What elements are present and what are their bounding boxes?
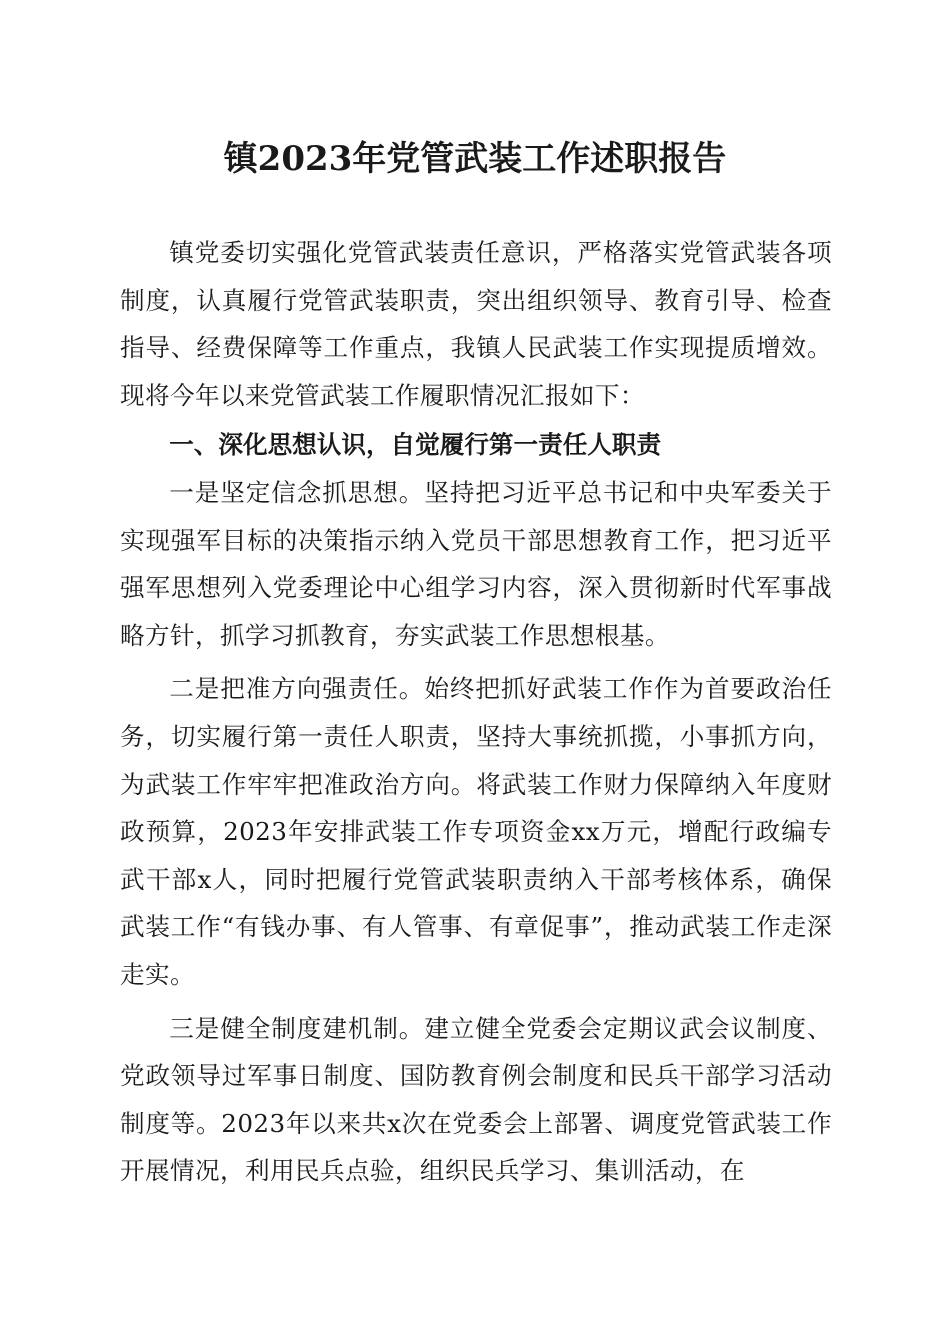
- paragraph-text: 坚持把习近平总书记和中央军委关于实现强军目标的决策指示纳入党员干部思想教育工作，把习近平强军思想列入党委理论中心组学习内容，深入贯彻新时代军事战略方针，抓学习抓教育，夯实武装工作思想根基。: [120, 477, 832, 650]
- paragraph-item-1: [120, 469, 832, 659]
- document-body: [120, 229, 832, 1195]
- document-title: 镇2023年党管武装工作述职报告: [223, 139, 727, 179]
- paragraph-item-3: [120, 1005, 832, 1195]
- paragraph-text: 建立健全党委会定期议武会议制度、党政领导过军事日制度、国防教育例会制度和民兵干部学习活动制度等。2023年以来共x次在党委会上部署、调度党管武装工作开展情况，利用民兵点验，组织民兵学习、集训活动，在: [120, 1013, 832, 1186]
- paragraph-lead: 三是健全制度建机制。: [169, 1013, 425, 1043]
- paragraph-item-2: [120, 665, 832, 998]
- paragraph-lead: 一是坚定信念抓思想。: [169, 477, 425, 507]
- section-heading: 一、深化思想认识，自觉履行第一责任人职责: [169, 430, 662, 460]
- intro-paragraph: 镇党委切实强化党管武装责任意识，严格落实党管武装各项制度，认真履行党管武装职责，突出组织领导、教育引导、检查指导、经费保障等工作重点，我镇人民武装工作实现提质增效。现将今年以来党管武装工作履职情况汇报如下：: [120, 238, 832, 410]
- paragraph-lead: 二是把准方向强责任。: [169, 674, 425, 704]
- paragraph-text: 始终把抓好武装工作作为首要政治任务，切实履行第一责任人职责，坚持大事统抓揽，小事抓方向，为武装工作牢牢把准政治方向。将武装工作财力保障纳入年度财政预算，2023年安排武装工作专项资金xx万元，增配行政编专武干部x人，同时把履行党管武装职责纳入干部考核体系，确保武装工作“有钱办事、有人管事、有章促事”，推动武装工作走深走实。: [120, 674, 832, 989]
